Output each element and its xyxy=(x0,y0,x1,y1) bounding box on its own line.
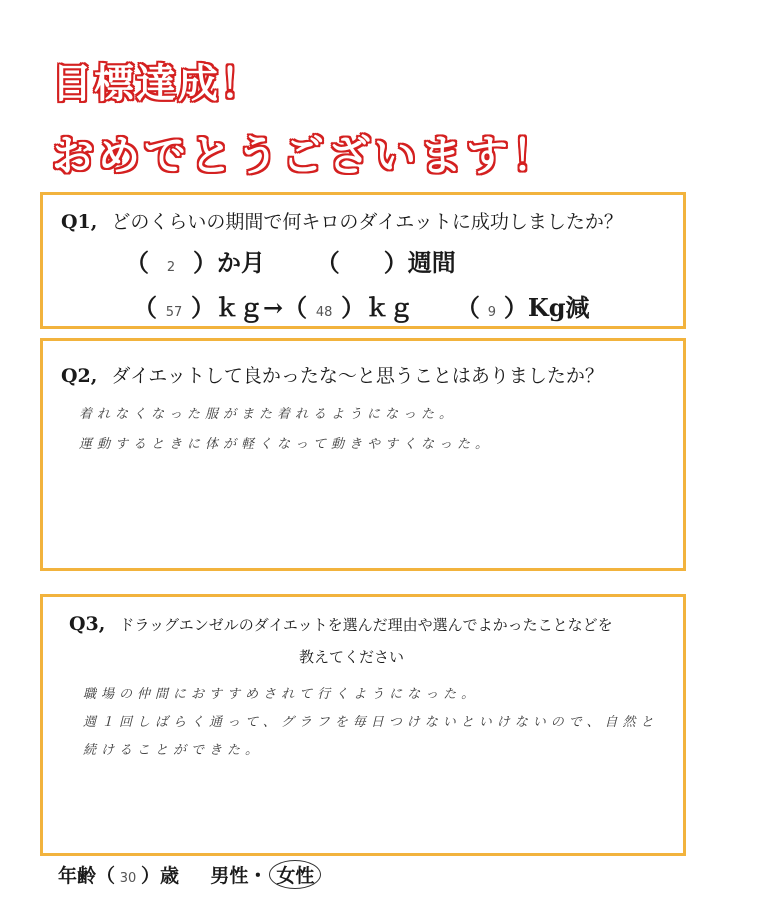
headline-goal-achieved: 目標達成！ xyxy=(52,61,262,107)
weight-loss-unit: Kg減 xyxy=(527,293,590,322)
weight-loss-value: 9 xyxy=(487,305,496,320)
gender-male: 男性 xyxy=(210,865,249,887)
gender-female-circled: 女性 xyxy=(269,860,321,889)
weight-before-value: 57 xyxy=(165,305,183,320)
respondent-info: 年齢（ 30 ）歳 男性・ 女性 xyxy=(58,860,321,889)
headline-congratulations: おめでとうございます！ xyxy=(52,131,559,180)
question-2-text: ダイエットして良かったな～と思うことはありましたか？ xyxy=(111,365,604,387)
answer-2-line-2: 運動するときに体が軽くなって動きやすくなった。 xyxy=(79,437,494,452)
weight-after-value: 48 xyxy=(315,305,333,320)
period-months-unit: か月 xyxy=(217,248,265,277)
question-3-text-line-2: 教えてください xyxy=(299,648,405,666)
period-line: （ 2 ）か月 （ ）週間 xyxy=(125,248,456,277)
age-label: 年齢 xyxy=(58,865,97,887)
question-1-box xyxy=(40,192,686,329)
period-weeks-unit: 週間 xyxy=(407,248,456,277)
question-1 xyxy=(61,207,623,234)
question-3-box xyxy=(40,594,686,856)
question-1-text: どのくらいの期間で何キロのダイエットに成功しましたか？ xyxy=(111,211,623,233)
weight-line: （ 57 ）ｋｇ→（ 48 ）ｋｇ （ 9 ）Kg減 xyxy=(133,293,590,322)
weight-arrow: → xyxy=(263,293,284,322)
period-months-value: 2 xyxy=(166,260,176,275)
question-3-number: Q3, xyxy=(69,613,106,635)
question-3 xyxy=(69,613,613,635)
answer-3-line-3: 続けることができた。 xyxy=(83,743,264,758)
weight-before-unit: ｋｇ xyxy=(215,293,263,322)
question-2-box xyxy=(40,338,686,571)
question-2-number: Q2, xyxy=(61,365,98,387)
age-value: 30 xyxy=(119,871,137,886)
question-1-number: Q1, xyxy=(61,211,98,233)
answer-3-line-2: 週１回しばらく通って、グラフを毎日つけないといけないので、自然と xyxy=(83,715,659,730)
weight-after-unit: ｋｇ xyxy=(365,293,414,322)
answer-2-line-1: 着れなくなった服がまた着れるようになった。 xyxy=(79,407,458,422)
question-3-text-line-1: ドラッグエンゼルのダイエットを選んだ理由や選んでよかったことなどを xyxy=(119,616,613,634)
age-unit: 歳 xyxy=(160,865,180,887)
gender-separator: ・ xyxy=(248,865,268,887)
answer-3-line-1: 職場の仲間におすすめされて行くようになった。 xyxy=(83,687,480,702)
question-2 xyxy=(61,361,604,388)
